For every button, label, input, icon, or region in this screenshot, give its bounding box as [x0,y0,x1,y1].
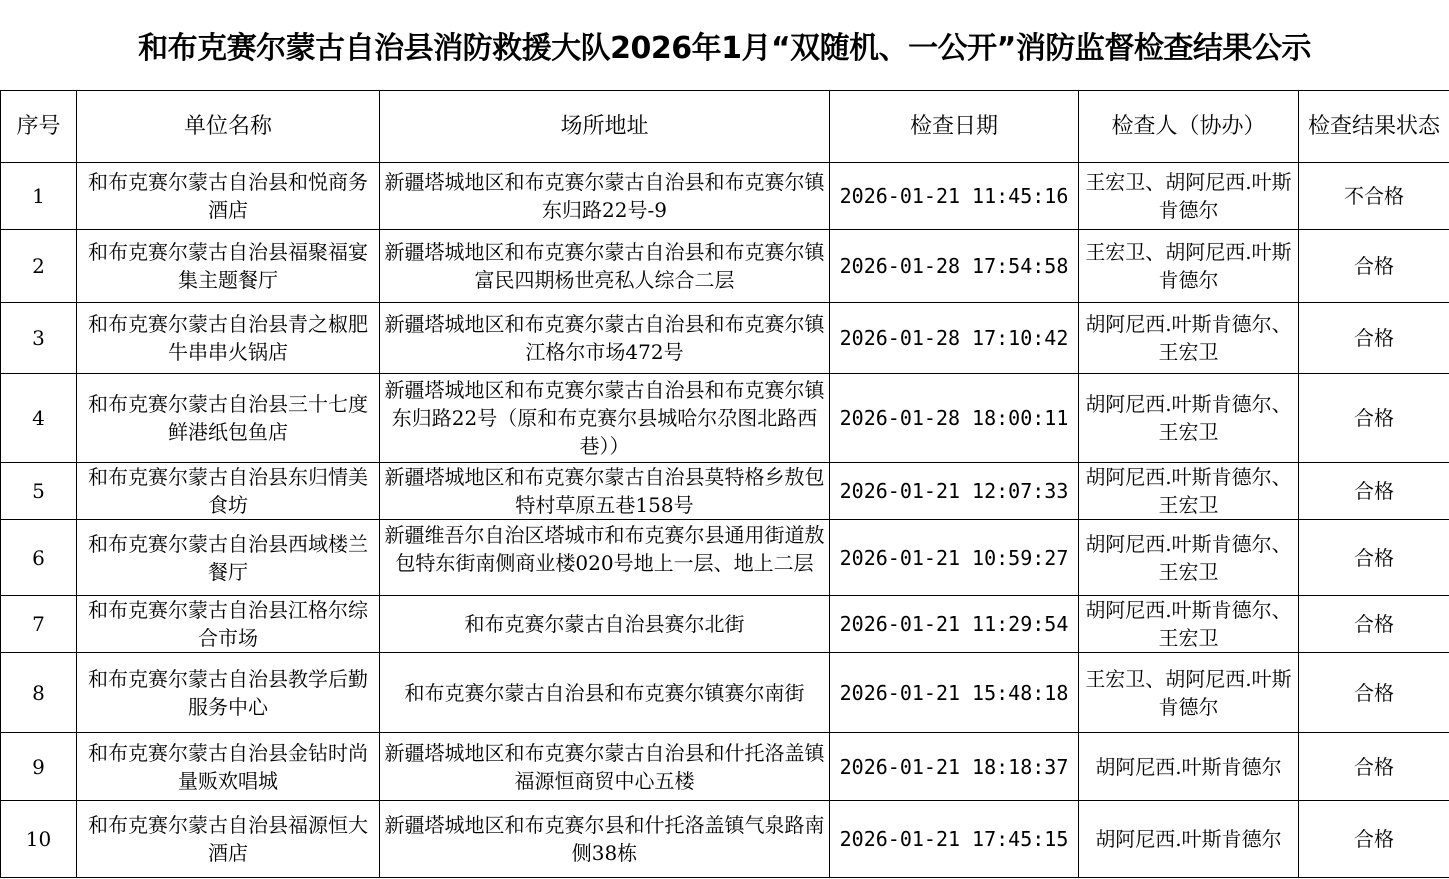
table-header-row [1,91,1449,163]
result-status: 合格 [1299,463,1449,520]
inspector: 胡阿尼西.叶斯肯德尔、王宏卫 [1079,596,1299,653]
inspector: 胡阿尼西.叶斯肯德尔 [1079,801,1299,878]
serial-number: 10 [1,801,77,878]
header-serial-number: 序号 [1,91,77,163]
table-row [1,163,1449,230]
unit-name: 和布克赛尔蒙古自治县江格尔综合市场 [77,596,380,653]
table-row [1,374,1449,463]
result-status: 不合格 [1299,163,1449,230]
table-row [1,520,1449,596]
inspection-date: 2026-01-21 12:07:33 [830,463,1079,520]
address: 新疆塔城地区和布克赛尔蒙古自治县和布克赛尔镇富民四期杨世亮私人综合二层 [380,230,830,303]
address: 新疆塔城地区和布克赛尔蒙古自治县和布克赛尔镇东归路22号（原和布克赛尔县城哈尔尕图北路西巷）） [380,374,830,463]
inspection-date: 2026-01-28 18:00:11 [830,374,1079,463]
unit-name: 和布克赛尔蒙古自治县和悦商务酒店 [77,163,380,230]
inspector: 胡阿尼西.叶斯肯德尔、王宏卫 [1079,374,1299,463]
serial-number: 7 [1,596,77,653]
address [380,520,830,596]
address: 新疆塔城地区和布克赛尔蒙古自治县和什托洛盖镇福源恒商贸中心五楼 [380,733,830,801]
header-inspector: 检查人（协办） [1079,91,1299,163]
inspector: 王宏卫、胡阿尼西.叶斯肯德尔 [1079,163,1299,230]
result-status: 合格 [1299,303,1449,374]
unit-name: 和布克赛尔蒙古自治县东归情美食坊 [77,463,380,520]
table-row [1,801,1449,878]
inspection-date: 2026-01-21 18:18:37 [830,733,1079,801]
header-inspection-date: 检查日期 [830,91,1079,163]
result-status: 合格 [1299,230,1449,303]
unit-name: 和布克赛尔蒙古自治县福聚福宴集主题餐厅 [77,230,380,303]
table-row [1,463,1449,520]
unit-name: 和布克赛尔蒙古自治县教学后勤服务中心 [77,653,380,733]
table-row [1,596,1449,653]
inspection-date: 2026-01-28 17:54:58 [830,230,1079,303]
address: 新疆塔城地区和布克赛尔县和什托洛盖镇气泉路南侧38栋 [380,801,830,878]
result-status: 合格 [1299,653,1449,733]
result-status: 合格 [1299,596,1449,653]
serial-number: 5 [1,463,77,520]
inspector: 胡阿尼西.叶斯肯德尔、王宏卫 [1079,520,1299,596]
header-result-status: 检查结果状态 [1299,91,1449,163]
table-row [1,230,1449,303]
unit-name: 和布克赛尔蒙古自治县福源恒大酒店 [77,801,380,878]
inspector: 王宏卫、胡阿尼西.叶斯肯德尔 [1079,230,1299,303]
serial-number: 8 [1,653,77,733]
address: 和布克赛尔蒙古自治县和布克赛尔镇赛尔南街 [380,653,830,733]
unit-name: 和布克赛尔蒙古自治县三十七度鲜港纸包鱼店 [77,374,380,463]
serial-number: 1 [1,163,77,230]
result-status: 合格 [1299,374,1449,463]
result-status: 合格 [1299,520,1449,596]
table-row [1,303,1449,374]
address-text: 新疆维吾尔自治区塔城市和布克赛尔县通用街道敖包特东街南侧商业楼020号地上一层、地上二层 [384,522,825,575]
unit-name: 和布克赛尔蒙古自治县西域楼兰餐厅 [77,520,380,596]
inspection-result-table [0,90,1449,878]
inspector: 王宏卫、胡阿尼西.叶斯肯德尔 [1079,653,1299,733]
unit-name: 和布克赛尔蒙古自治县青之椒肥牛串串火锅店 [77,303,380,374]
result-status: 合格 [1299,801,1449,878]
unit-name: 和布克赛尔蒙古自治县金钻时尚量贩欢唱城 [77,733,380,801]
inspection-date: 2026-01-21 11:29:54 [830,596,1079,653]
inspection-date: 2026-01-28 17:10:42 [830,303,1079,374]
inspection-date: 2026-01-21 11:45:16 [830,163,1079,230]
address: 和布克赛尔蒙古自治县赛尔北街 [380,596,830,653]
inspector: 胡阿尼西.叶斯肯德尔、王宏卫 [1079,463,1299,520]
address: 新疆塔城地区和布克赛尔蒙古自治县莫特格乡敖包特村草原五巷158号 [380,463,830,520]
result-status: 合格 [1299,733,1449,801]
title-bar [0,0,1449,90]
serial-number: 2 [1,230,77,303]
inspection-date: 2026-01-21 15:48:18 [830,653,1079,733]
header-unit-name: 单位名称 [77,91,380,163]
table-row [1,653,1449,733]
table-row [1,733,1449,801]
inspector: 胡阿尼西.叶斯肯德尔 [1079,733,1299,801]
serial-number: 3 [1,303,77,374]
address: 新疆塔城地区和布克赛尔蒙古自治县和布克赛尔镇江格尔市场472号 [380,303,830,374]
header-address: 场所地址 [380,91,830,163]
serial-number: 4 [1,374,77,463]
page-title: 和布克赛尔蒙古自治县消防救援大队2026年1月“双随机、一公开”消防监督检查结果公示 [138,31,1311,66]
inspection-date: 2026-01-21 17:45:15 [830,801,1079,878]
address: 新疆塔城地区和布克赛尔蒙古自治县和布克赛尔镇东归路22号-9 [380,163,830,230]
inspector: 胡阿尼西.叶斯肯德尔、王宏卫 [1079,303,1299,374]
inspection-date: 2026-01-21 10:59:27 [830,520,1079,596]
serial-number: 6 [1,520,77,596]
serial-number: 9 [1,733,77,801]
